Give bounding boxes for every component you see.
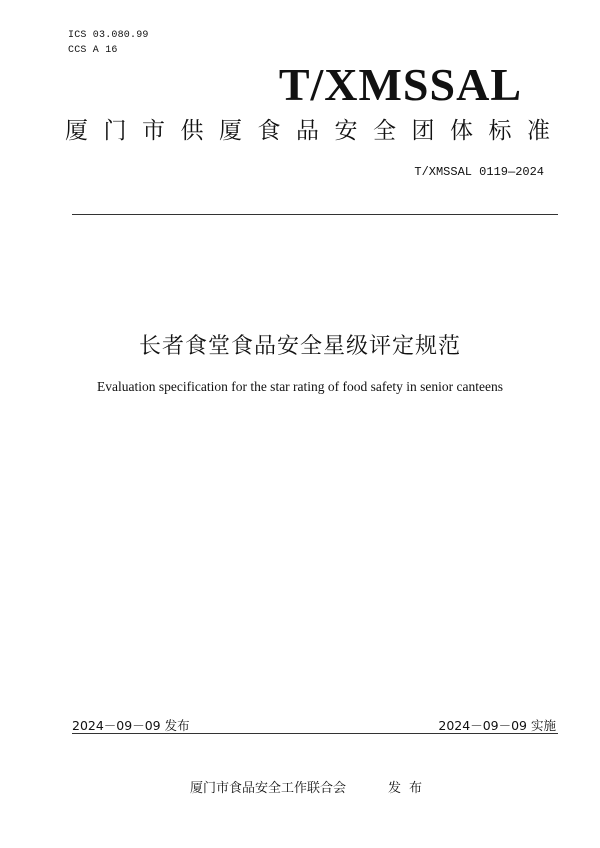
- issuing-organization: 厦门市食品安全工作联合会: [190, 781, 347, 796]
- implementation-date: 2024－09－09 实施: [438, 718, 556, 733]
- standard-category-title: 厦门市供厦食品安全团体标准: [65, 118, 566, 144]
- issue-label: 发布: [388, 781, 431, 796]
- ics-code: ICS 03.080.99: [68, 30, 149, 41]
- publication-date: 2024－09－09 发布: [72, 718, 190, 733]
- ccs-code: CCS A 16: [68, 45, 118, 56]
- standard-code-logo: T/XMSSAL: [278, 59, 522, 110]
- standard-number: T/XMSSAL 0119—2024: [414, 165, 544, 179]
- header-divider: [72, 214, 558, 215]
- footer-divider: [72, 733, 558, 734]
- document-title-chinese: 长者食堂食品安全星级评定规范: [138, 334, 461, 359]
- document-title-english: Evaluation specification for the star rating of food safety in senior canteens: [97, 379, 503, 394]
